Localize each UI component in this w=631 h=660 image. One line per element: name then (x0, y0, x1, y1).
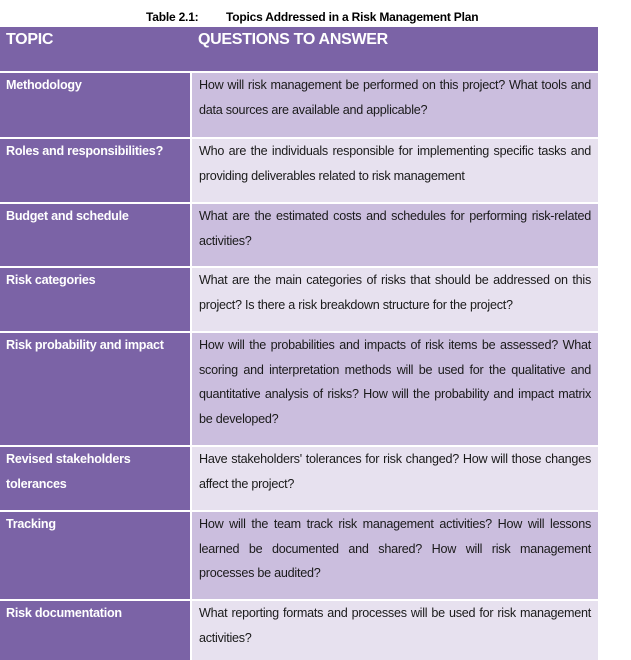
table-row (0, 138, 598, 203)
topic-cell: Risk categories (0, 267, 191, 332)
questions-cell: How will risk management be performed on this project? What tools and data sources are available and applicable? (191, 72, 598, 138)
table-header-row (0, 27, 598, 72)
risk-topics-table (0, 27, 598, 660)
table-row (0, 72, 598, 138)
table-title: Topics Addressed in a Risk Management Plan (226, 10, 479, 24)
topic-cell: Risk documentation (0, 600, 191, 660)
header-topic: TOPIC (0, 27, 191, 72)
topic-cell: Methodology (0, 72, 191, 138)
questions-cell: How will the team track risk management activities? How will lessons learned be documented and shared? How will risk management processes be audited? (191, 511, 598, 600)
table-row (0, 446, 598, 511)
table-row (0, 332, 598, 446)
header-questions: QUESTIONS TO ANSWER (191, 27, 598, 72)
questions-cell: What are the estimated costs and schedules for performing risk-related activities? (191, 203, 598, 267)
table-number: Table 2.1: (146, 10, 199, 24)
questions-cell: Who are the individuals responsible for implementing specific tasks and providing deliverables related to risk management (191, 138, 598, 203)
topic-cell: Tracking (0, 511, 191, 600)
questions-cell: How will the probabilities and impacts of risk items be assessed? What scoring and interpretation methods will be used for the qualitative and quantitative analysis of risks? How will the probability and impact matrix be developed? (191, 332, 598, 446)
questions-cell: What are the main categories of risks that should be addressed on this project? Is there a risk breakdown structure for the project? (191, 267, 598, 332)
questions-cell: What reporting formats and processes will be used for risk management activities? (191, 600, 598, 660)
topic-cell: Revised stakeholders tolerances (0, 446, 191, 511)
topic-cell: Risk probability and impact (0, 332, 191, 446)
questions-cell: Have stakeholders' tolerances for risk changed? How will those changes affect the project? (191, 446, 598, 511)
table-row (0, 203, 598, 267)
topic-cell: Roles and responsibilities? (0, 138, 191, 203)
topic-cell: Budget and schedule (0, 203, 191, 267)
table-row (0, 267, 598, 332)
table-row (0, 600, 598, 660)
table-row (0, 511, 598, 600)
